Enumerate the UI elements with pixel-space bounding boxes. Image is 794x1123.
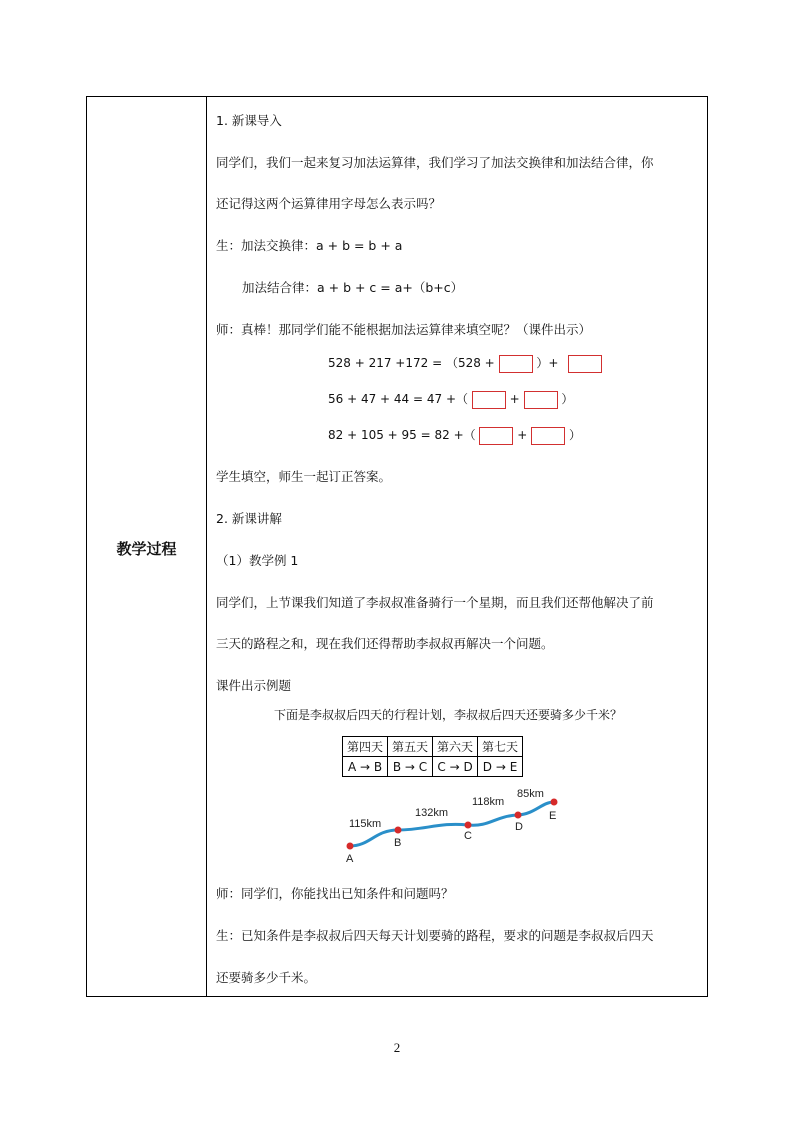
point-label: D: [515, 821, 523, 833]
distance-label: 118km: [472, 796, 505, 808]
student-answer-line: 生：已知条件是李叔叔后四天每天计划要骑的路程，要求的问题是李叔叔后四天: [216, 928, 654, 943]
table-cell: A → B: [343, 757, 388, 777]
table-cell: D → E: [478, 757, 523, 777]
formula-text: +: [517, 428, 528, 442]
table-cell: C → D: [433, 757, 478, 777]
paragraph-line: 三天的路程之和，现在我们还得帮助李叔叔再解决一个问题。: [216, 636, 554, 651]
table-cell: 第六天: [433, 737, 478, 757]
point-label: B: [394, 837, 402, 849]
table-row: [343, 737, 523, 757]
distance-label: 115km: [349, 818, 382, 830]
teacher-question-line: 师：同学们，你能找出已知条件和问题吗？: [216, 886, 454, 901]
formula-text: +: [509, 392, 520, 406]
student-answer-line: 生：加法交换律：a + b = b + a: [216, 238, 403, 253]
answer-blank: [479, 427, 513, 445]
point-label: E: [549, 810, 557, 822]
table-cell: 第四天: [343, 737, 388, 757]
heading-new-lesson-intro: 1. 新课导入: [216, 113, 282, 128]
point-label: C: [464, 830, 472, 842]
paragraph-line: 还记得这两个运算律用字母怎么表示吗？: [216, 196, 442, 211]
table-cell: B → C: [388, 757, 433, 777]
route-point: [395, 827, 402, 834]
route-point: [465, 822, 472, 829]
formula-text: ）: [569, 428, 582, 442]
teacher-line: 师：真棒！那同学们能不能根据加法运算律来填空呢？（课件出示）: [216, 322, 592, 337]
route-point: [515, 812, 522, 819]
page-number: 2: [393, 1040, 401, 1055]
formula-text: 82 + 105 + 95 = 82 +（: [328, 428, 476, 442]
paragraph-line: 还要骑多少千米。: [216, 970, 317, 985]
travel-plan-table: [342, 736, 523, 777]
fill-in-formula-1: [328, 354, 602, 373]
route-diagram: [330, 780, 570, 870]
table-cell: 第七天: [478, 737, 523, 757]
table-row: [343, 757, 523, 777]
formula-text: 528 + 217 +172 = （528 +: [328, 356, 495, 370]
route-point: [347, 843, 354, 850]
answer-blank: [524, 391, 558, 409]
paragraph-line: 同学们，上节课我们知道了李叔叔准备骑行一个星期，而且我们还帮他解决了前: [216, 595, 654, 610]
answer-blank: [499, 355, 533, 373]
point-label: A: [346, 853, 354, 865]
formula-text: ）: [561, 392, 574, 406]
example-title: 下面是李叔叔后四天的行程计划，李叔叔后四天还要骑多少千米？: [274, 708, 623, 722]
fill-in-formula-3: [328, 426, 581, 445]
heading-new-lesson-explain: 2. 新课讲解: [216, 511, 282, 526]
formula-text: ）+: [536, 356, 559, 370]
associative-law-line: 加法结合律：a + b + c = a+（b+c）: [242, 280, 464, 295]
formula-text: 56 + 47 + 44 = 47 +（: [328, 392, 468, 406]
distance-label: 132km: [415, 807, 449, 819]
answer-blank: [568, 355, 602, 373]
fill-in-formula-2: [328, 390, 573, 409]
table-cell: 第五天: [388, 737, 433, 757]
answer-blank: [531, 427, 565, 445]
route-point: [551, 799, 558, 806]
paragraph-line: 学生填空，师生一起订正答案。: [216, 469, 392, 484]
answer-blank: [472, 391, 506, 409]
section-label: 教学过程: [116, 540, 177, 558]
paragraph-line: 课件出示例题: [216, 678, 292, 693]
example-heading: （1）教学例 1: [216, 553, 299, 568]
distance-label: 85km: [517, 788, 544, 800]
paragraph-line: 同学们，我们一起来复习加法运算律，我们学习了加法交换律和加法结合律，你: [216, 155, 654, 170]
